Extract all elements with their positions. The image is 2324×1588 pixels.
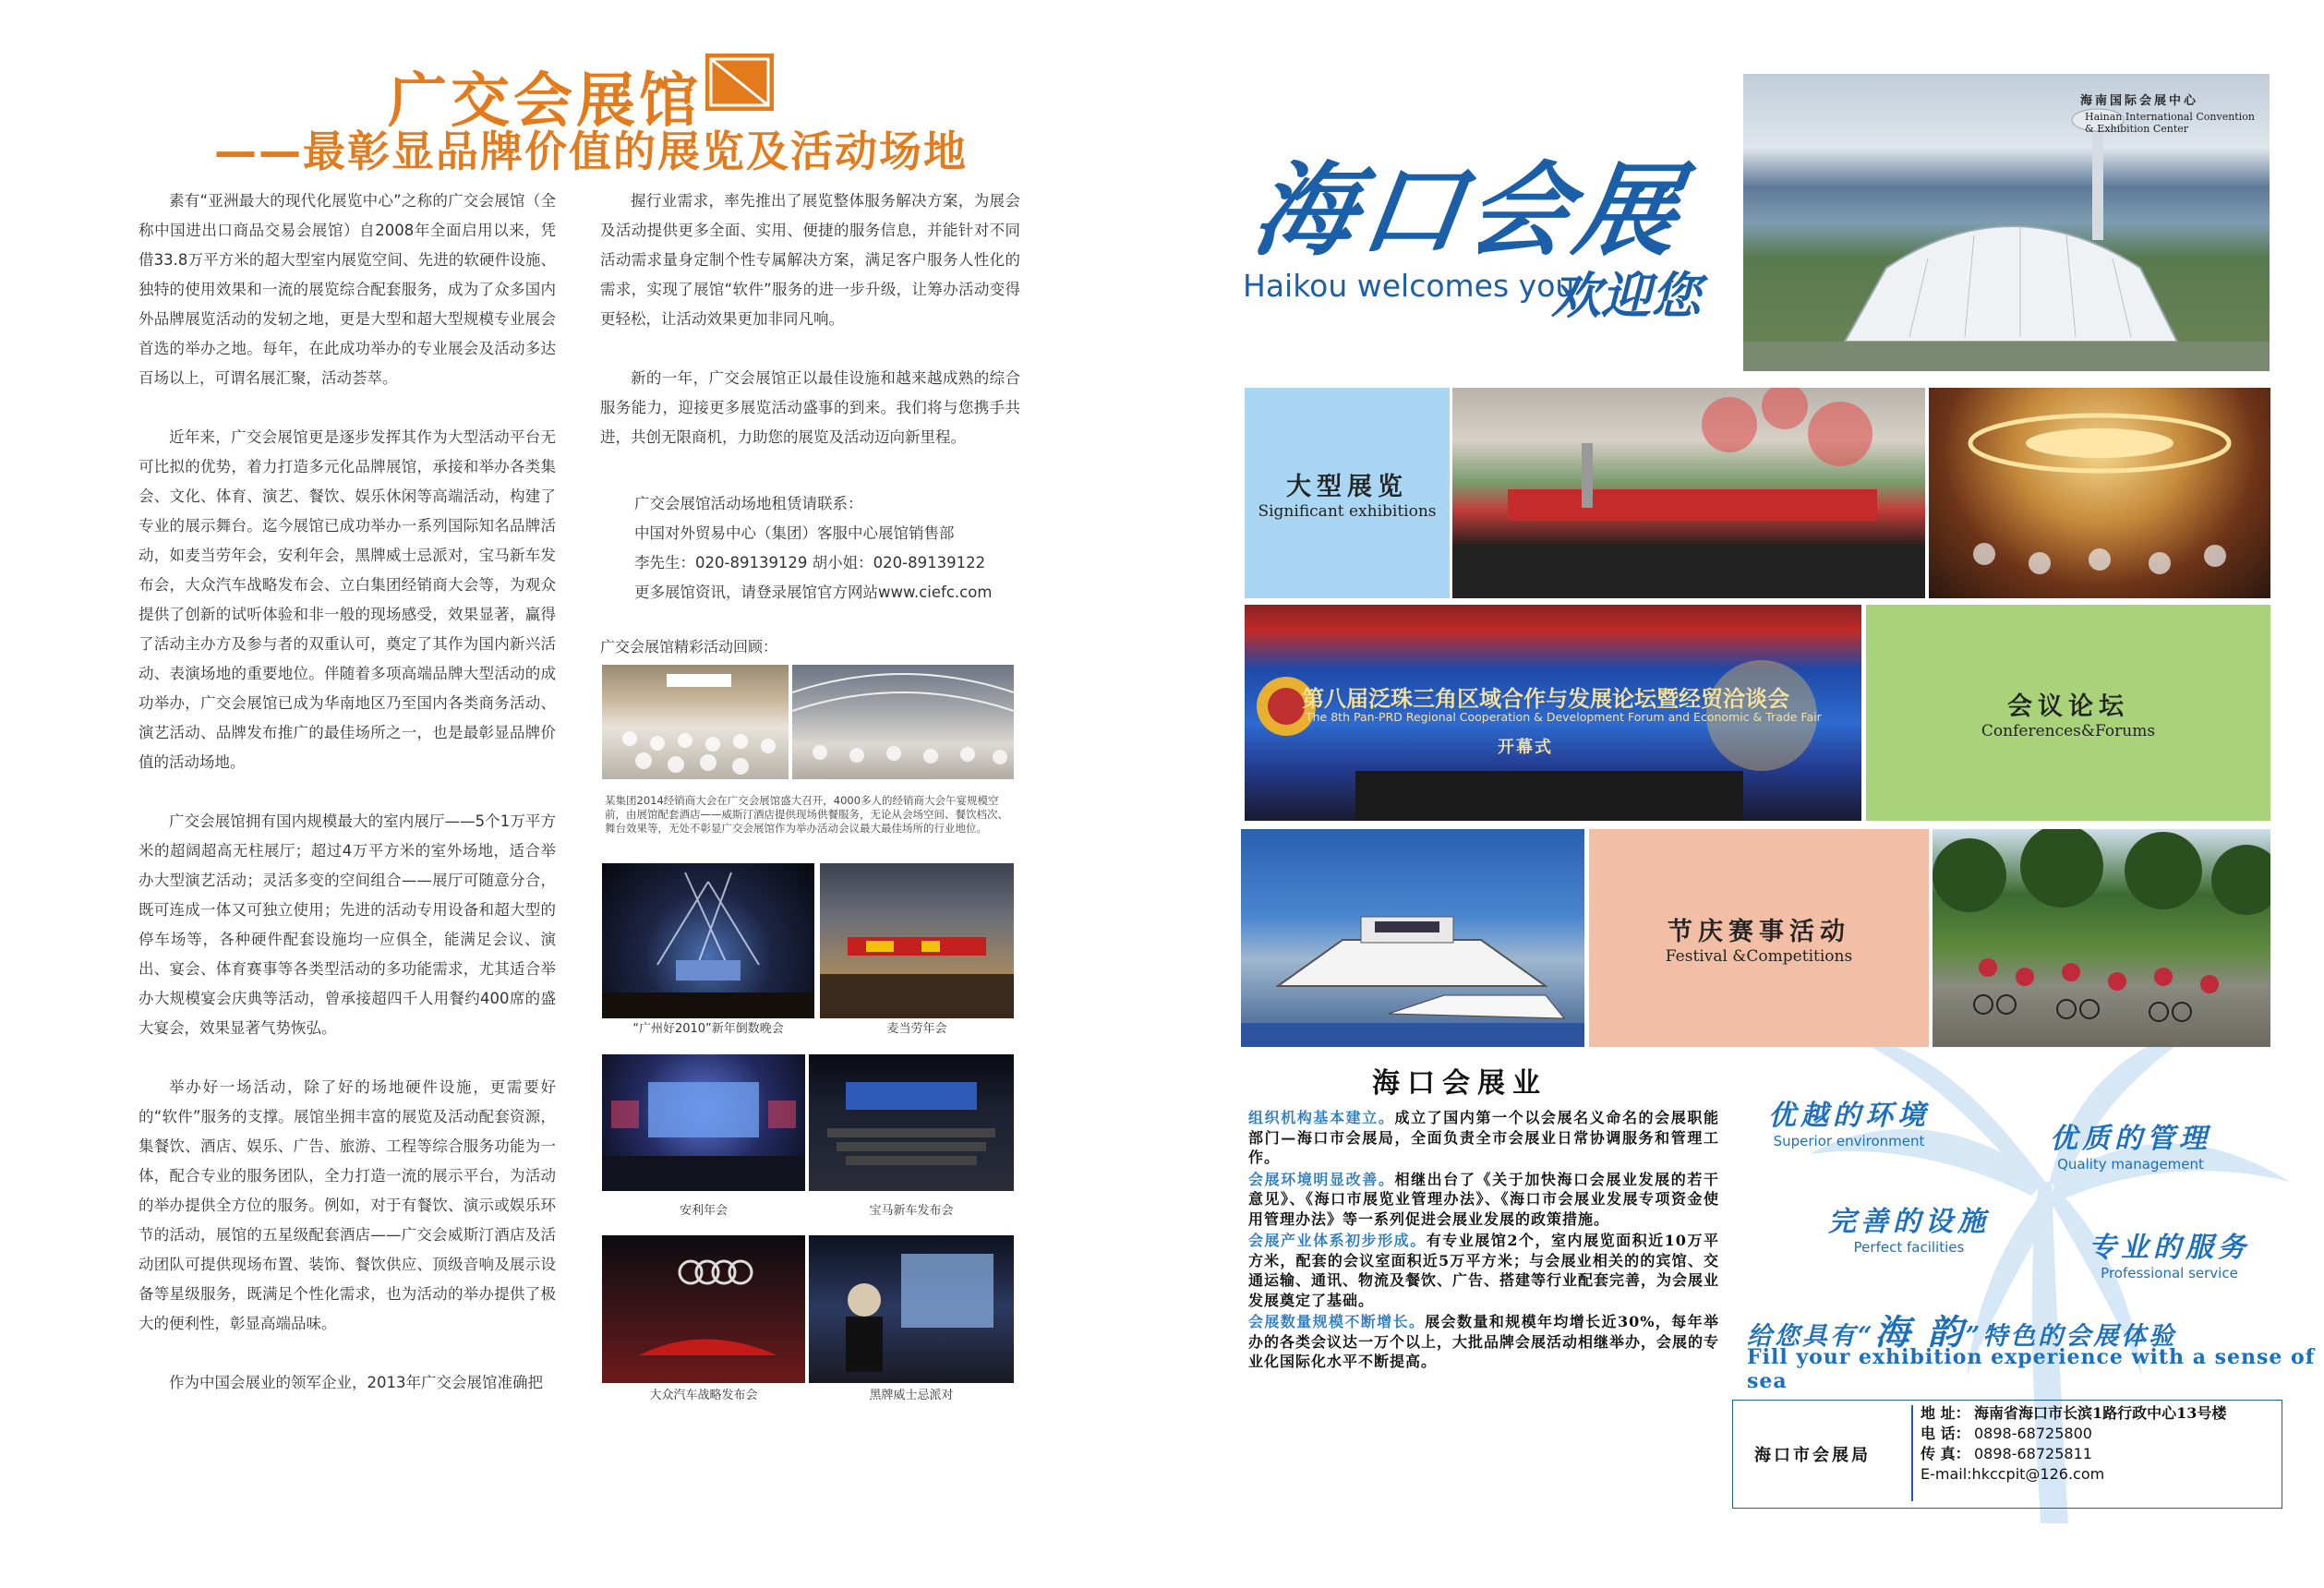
article-paragraph: 握行业需求，率先推出了展览整体服务解决方案，为展会及活动提供更多全面、实用、便捷的服务信息，并能针对不同活动需求量身定制个性专属解决方案，满足客户服务人性化的需求，实现了展馆“软件”服务的进一步升级，让筹办活动变得更轻松，让活动效果更加非同凡响。 <box>600 192 1020 328</box>
contact-org: 中国对外贸易中心（集团）客服中心展馆销售部 <box>634 524 955 542</box>
advantage-service-en: Professional service <box>2101 1265 2238 1281</box>
opening-ceremony-photo <box>1452 388 1925 598</box>
tile-exhibitions-cn: 大型展览 <box>1286 472 1408 501</box>
article-paragraph: 广交会展馆拥有国内规模最大的室内展厅——5个1万平方米的超阔超高无柱展厅；超过4万平方米的室外场地，适合举办大型演艺活动；灵活多变的空间组合——展厅可随意分合，既可连成一体又可独立使用；先进的活动专用设备和超大型的停车场等，各种硬件配套设施均一应俱全，能满足会议、演出、宴会、体育赛事等各类型活动的多功能需求，尤其适合举办大规模宴会庆典等活动，曾承接超四千人用餐约400席的盛大宴会，效果显著气势恢弘。 <box>138 812 556 1037</box>
page-title: 广交会展馆 <box>388 67 702 136</box>
tile-festival-en: Festival &Competitions <box>1665 946 1853 966</box>
industry-highlight: 会展数量规模不断增长。 <box>1248 1313 1426 1330</box>
footer-address <box>1921 1403 2226 1424</box>
industry-text <box>1248 1108 1719 1374</box>
yacht-photo <box>1241 829 1584 1047</box>
banquet-hall-photo <box>1929 388 2270 598</box>
photo-caption-guangzhou2010: “广州好2010”新年倒数晚会 <box>632 1022 784 1036</box>
footer-address-label: 地 址： <box>1921 1404 1970 1422</box>
article-paragraph: 作为中国会展业的领军企业，2013年广交会展馆准确把 <box>169 1374 543 1391</box>
advantage-facilities-cn: 完善的设施 <box>1828 1206 1990 1238</box>
industry-paragraph <box>1248 1108 1719 1168</box>
haikou-logo: 海口会展 <box>1246 150 1692 270</box>
industry-highlight: 会展产业体系初步形成。 <box>1248 1232 1427 1249</box>
concert-photo <box>602 863 814 1018</box>
banquet-photo-1 <box>602 665 789 779</box>
tile-exhibitions <box>1245 388 1450 598</box>
blacklabel-photo <box>809 1235 1014 1383</box>
industry-body: 成立了国内第一个以会展名义命名的会展职能部门—海口市会展局，全面负责全市会展业日常协调服务和管理工作。 <box>1248 1109 1719 1166</box>
industry-highlight: 会展环境明显改善。 <box>1248 1170 1395 1188</box>
bmw-photo <box>809 1054 1014 1191</box>
industry-body: 展会数量和规模年均增长近30%，每年举办的各类会议达一万个以上，大批品牌会展活动相继举办，会展的专业化国际化水平不断提高。 <box>1248 1313 1720 1370</box>
footer-email[interactable]: E-mail:hkccpit@126.com <box>1921 1465 2105 1483</box>
footer-org-name: 海口市会展局 <box>1754 1446 1871 1465</box>
advantage-facilities-en: Perfect facilities <box>1853 1239 1965 1256</box>
footer-fax-value: 0898-68725811 <box>1974 1445 2092 1462</box>
advantage-management-en: Quality management <box>2057 1156 2204 1173</box>
logo-tagline-en: Haikou welcomes you <box>1243 268 1575 304</box>
advantage-management <box>2050 1115 2211 1173</box>
footer-phone-value: 0898-68725800 <box>1974 1425 2092 1442</box>
photo-caption-blacklabel: 黑牌威士忌派对 <box>869 1389 954 1402</box>
footer-fax-label: 传 真： <box>1921 1445 1970 1462</box>
advantage-environment-cn: 优越的环境 <box>1768 1100 1930 1132</box>
advantage-environment-en: Superior environment <box>1773 1133 1925 1149</box>
footer-contact-info <box>1921 1403 2226 1485</box>
article-paragraph: 近年来，广交会展馆更是逐步发挥其作为大型活动平台无可比拟的优势，着力打造多元化品牌展馆，承接和举办各类集会、文化、体育、演艺、餐饮、娱乐休闲等高端活动，构建了专业的展示舞台。迄今展馆已成功举办一系列国际知名品牌活动，如麦当劳年会，安利年会，黑牌威士忌派对，宝马新车发布会，大众汽车战略发布会、立白集团经销商大会等，为观众提供了创新的试听体验和非一般的现场感受，效果显著，赢得了活动主办方及参与者的双重认可，奠定了其作为国内新兴活动、表演场地的重要地位。伴随着多项高端品牌大型活动的成功举办，广交会展馆已成为华南地区乃至国内各类商务活动、演艺活动、品牌发布推广的最佳场所之一，也是最彰显品牌价值的活动场地。 <box>138 428 556 771</box>
article-paragraph: 举办好一场活动，除了好的场地硬件设施，更需要好的“软件”服务的支撑。展馆坐拥丰富的展览及活动配套资源，集餐饮、酒店、娱乐、广告、旅游、工程等综合服务功能为一体，配合专业的服务团队，全力打造一流的展示平台，为活动的举办提供全方位的服务。例如，对于有餐饮、演示或娱乐环节的活动，展馆的五星级配套酒店——广交会威斯汀酒店及活动团队可提供现场布置、装饰、餐饮供应、顶级音响及展示设备等星级服务，既满足个性化需求，也为活动的举办提供了极大的便利性，彰显高端品味。 <box>138 1078 556 1332</box>
photo-caption-vw: 大众汽车战略发布会 <box>649 1389 758 1402</box>
forum-banner-en: The 8th Pan-PRD Regional Cooperation & Development Forum and Economic & Trade Fair <box>1306 710 1822 724</box>
tile-exhibitions-en: Significant exhibitions <box>1258 501 1437 521</box>
photo-caption-bmw: 宝马新车发布会 <box>869 1204 954 1218</box>
footer-fax <box>1921 1444 2226 1464</box>
footer-address-value: 海南省海口市长滨1路行政中心13号楼 <box>1974 1404 2227 1422</box>
industry-body: 相继出台了《关于加快海口会展业发展的若干意见》、《海口市展览业管理办法》、《海口市会展业发展专项资金使用管理办法》等一系列促进会展业发展的政策措施。 <box>1248 1170 1719 1228</box>
vw-photo <box>602 1235 805 1383</box>
slogan-cn-pre: 给您具有“ <box>1747 1322 1875 1351</box>
advantage-facilities <box>1828 1198 1990 1256</box>
photo-caption-mcdonalds: 麦当劳年会 <box>886 1022 947 1036</box>
slogan-cn-big: 海 韵 <box>1874 1311 1966 1353</box>
mcdonalds-photo <box>820 863 1014 1018</box>
footer-phone-label: 电 话： <box>1921 1425 1970 1442</box>
amway-photo <box>602 1054 805 1191</box>
forum-banner-cn: 第八届泛珠三角区域合作与发展论坛暨经贸洽谈会 <box>1302 686 1789 712</box>
advantage-service-cn: 专业的服务 <box>2089 1232 2250 1264</box>
contact-website: 更多展馆资讯，请登录展馆官方网站www.ciefc.com <box>634 583 993 601</box>
industry-body: 有专业展馆2个，室内展览面积近10万平方米，配套的会议室面积近5万平方米；与会展业相关的的宾馆、交通运输、通讯、物流及餐饮、广告、搭建等行业配套完善，为会展业发展奠定了基础。 <box>1248 1232 1720 1309</box>
industry-paragraph <box>1248 1312 1719 1372</box>
industry-paragraph <box>1248 1231 1719 1310</box>
page-subtitle: ——最彰显品牌价值的展览及活动场地 <box>214 126 968 176</box>
slogan-en: Fill your exhibition experience with a sense of sea <box>1747 1345 2316 1393</box>
industry-highlight: 组织机构基本建立。 <box>1248 1109 1395 1126</box>
cycling-race-photo <box>1933 829 2270 1047</box>
industry-paragraph <box>1248 1170 1719 1230</box>
title-decoration-icon <box>705 54 774 111</box>
hero-sign-en: Hainan International Convention & Exhibition Center <box>2085 111 2255 135</box>
contact-phones: 李先生：020-89139129 胡小姐：020-89139122 <box>634 554 986 571</box>
venue-contact <box>634 489 992 608</box>
advantage-service <box>2089 1224 2250 1281</box>
tile-conferences-en: Conferences&Forums <box>1981 721 2156 740</box>
photo-caption-banquet: 某集团2014经销商大会在广交会展馆盛大召开，4000多人的经销商大会午宴规模空前，由展馆配套酒店——威斯汀酒店提供现场供餐服务，无论从会场空间、餐饮档次、舞台效果等，无处不彰显广交会展馆作为举办活动会议最大最佳场所的行业地位。 <box>605 794 1008 835</box>
tile-conferences-cn: 会议论坛 <box>2007 692 2129 721</box>
tile-conferences <box>1866 605 2270 821</box>
banquet-photo-2 <box>792 665 1014 779</box>
hero-sign-cn: 海南国际会展中心 <box>2080 94 2199 108</box>
article-column-2 <box>600 186 1020 482</box>
photo-caption-amway: 安利年会 <box>679 1204 728 1218</box>
article-paragraph: 新的一年，广交会展馆正以最佳设施和越来越成熟的综合服务能力，迎接更多展览活动盛事的到来。我们将与您携手共进，共创无限商机，力助您的展览及活动迈向新里程。 <box>600 369 1020 446</box>
industry-title: 海口会展业 <box>1372 1067 1547 1100</box>
gallery-title: 广交会展馆精彩活动回顾： <box>600 638 778 656</box>
pan-prd-forum-photo <box>1245 605 1861 821</box>
logo-tagline-cn: 欢迎您 <box>1551 266 1701 325</box>
tile-festival-cn: 节庆赛事活动 <box>1668 917 1850 946</box>
contact-heading: 广交会展馆活动场地租赁请联系： <box>634 495 863 512</box>
article-column-1 <box>138 186 556 1427</box>
footer-divider <box>1911 1405 1913 1501</box>
footer-phone <box>1921 1424 2226 1444</box>
article-paragraph: 素有“亚洲最大的现代化展览中心”之称的广交会展馆（全称中国进出口商品交易会展馆）自2008年全面启用以来，凭借33.8万平方米的超大型室内展览空间、先进的软硬件设施、独特的使用效果和一流的展览综合配套服务，成为了众多国内外品牌展览活动的发轫之地，更是大型和超大型规模专业展会首选的举办之地。每年，在此成功举办的专业展会及活动多达百场以上，可谓名展汇聚，活动荟萃。 <box>138 192 556 387</box>
advantage-environment <box>1768 1092 1930 1149</box>
slogan-cn-post: ”特色的会展体验 <box>1965 1322 2177 1351</box>
hainan-convention-center-photo <box>1743 74 2270 371</box>
forum-banner-sub: 开幕式 <box>1498 738 1553 757</box>
tile-festival <box>1589 829 1929 1047</box>
advantage-management-cn: 优质的管理 <box>2050 1123 2211 1155</box>
